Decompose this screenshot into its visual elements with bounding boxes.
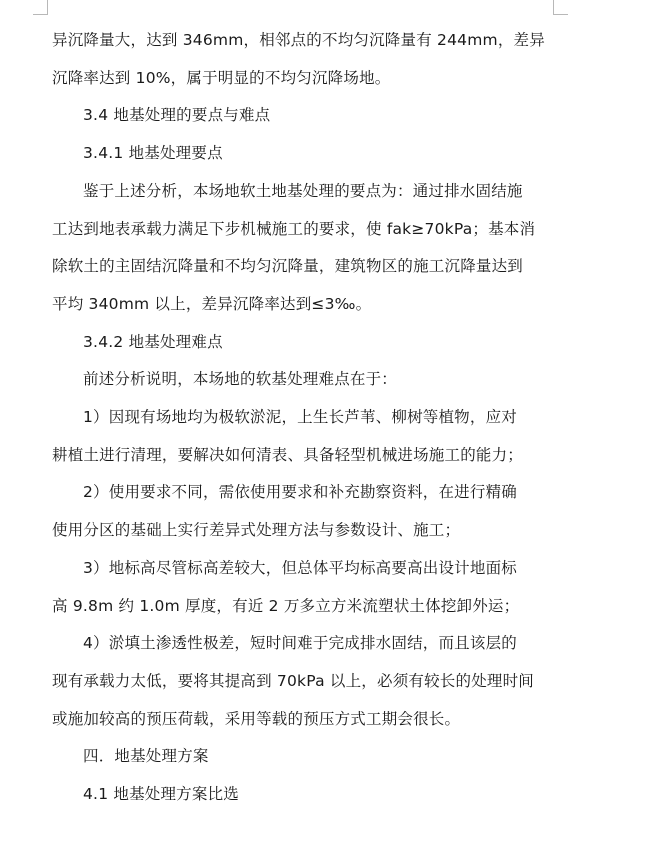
paragraph-first-line: 鉴于上述分析，本场地软土地基处理的要点为：通过排水固结施 bbox=[83, 181, 523, 200]
section-heading: 4.1 地基处理方案比选 bbox=[83, 785, 239, 804]
subsection-heading: 3.4.2 地基处理难点 bbox=[83, 332, 223, 351]
chapter-heading: 四．地基处理方案 bbox=[83, 747, 209, 766]
body-text-line: 耕植土进行清理，要解决如何清表、具备轻型机械进场施工的能力； bbox=[52, 445, 524, 464]
body-text-line: 平均 340mm 以上，差异沉降率达到≤3‰。 bbox=[52, 294, 372, 313]
list-item-3: 3）地标高尽管标高差较大，但总体平均标高要高出设计地面标 bbox=[83, 558, 517, 577]
body-text-line: 现有承载力太低，要将其提高到 70kPa 以上，必须有较长的处理时间 bbox=[52, 671, 535, 690]
body-text-line: 沉降率达到 10%，属于明显的不均匀沉降场地。 bbox=[52, 68, 391, 87]
subsection-heading: 3.4.1 地基处理要点 bbox=[83, 144, 223, 163]
document-body bbox=[52, 22, 552, 814]
body-text-line: 使用分区的基础上实行差异式处理方法与参数设计、施工； bbox=[52, 521, 461, 540]
section-heading: 3.4 地基处理的要点与难点 bbox=[83, 106, 271, 125]
body-text-line: 工达到地表承载力满足下步机械施工的要求，使 fak≥70kPa；基本消 bbox=[52, 219, 536, 238]
margin-corner-mark-left bbox=[33, 0, 48, 15]
body-text-line: 或施加较高的预压荷载，采用等载的预压方式工期会很长。 bbox=[52, 709, 461, 728]
body-text-line: 高 9.8m 约 1.0m 厚度，有近 2 万多立方米流塑状土体挖卸外运； bbox=[52, 596, 520, 615]
body-text-line: 除软土的主固结沉降量和不均匀沉降量，建筑物区的施工沉降量达到 bbox=[52, 257, 524, 276]
margin-corner-mark-right bbox=[553, 0, 568, 15]
body-text-line: 异沉降量大，达到 346mm，相邻点的不均匀沉降量有 244mm，差异 bbox=[52, 31, 545, 49]
list-item-1: 1）因现有场地均为极软淤泥，上生长芦苇、柳树等植物，应对 bbox=[83, 408, 517, 427]
list-item-2: 2）使用要求不同，需依使用要求和补充勘察资料，在进行精确 bbox=[83, 483, 517, 502]
paragraph-first-line: 前述分析说明，本场地的软基处理难点在于： bbox=[83, 370, 398, 389]
list-item-4: 4）淤填土渗透性极差，短时间难于完成排水固结，而且该层的 bbox=[83, 634, 517, 653]
